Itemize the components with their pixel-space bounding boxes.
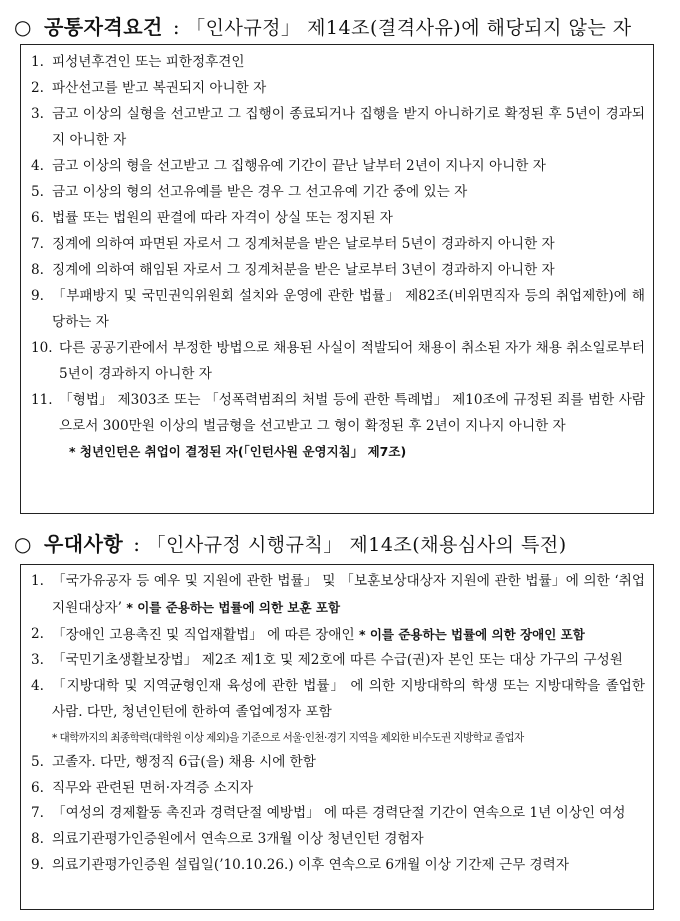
preferences-box bbox=[20, 564, 654, 910]
item-text bbox=[59, 335, 645, 387]
list-item bbox=[31, 75, 645, 101]
item-main-text: 징계에 의하여 해임된 자로서 그 징계처분을 받은 날로부터 3년이 경과하지 아니한 자 bbox=[52, 262, 555, 278]
item-number: 10. bbox=[31, 340, 53, 356]
list-item bbox=[31, 622, 645, 649]
item-text bbox=[52, 648, 645, 674]
item-number: 6. bbox=[31, 210, 44, 226]
list-item bbox=[31, 750, 645, 776]
item-number: 5. bbox=[31, 184, 44, 200]
item-main-text: 「여성의 경제활동 촉진과 경력단절 예방법」 에 따른 경력단절 기간이 연속으로 1년 이상인 여성 bbox=[52, 805, 626, 822]
item-main-text: 징계에 의하여 파면된 자로서 그 징계처분을 받은 날로부터 5년이 경과하지 아니한 자 bbox=[52, 236, 555, 252]
section-heading-eligibility bbox=[14, 11, 632, 40]
item-main-text: 「부패방지 및 국민권익위원회 설치와 운영에 관한 법률」 제82조(비위면직자 등의 취업제한)에 해당하는 자 bbox=[52, 288, 645, 330]
item-main-text: 직무와 관련된 면허·자격증 소지자 bbox=[52, 779, 254, 796]
item-main-text: 「형법」 제303조 또는 「성폭력범죄의 처벌 등에 관한 특례법」 제10조에 규정된 죄를 범한 사람으로서 300만원 이상의 벌금형을 선고받고 그 형이 확정된 후 2년이 지나지 아니한 자 bbox=[59, 392, 645, 434]
item-emphasis: * 이를 준용하는 법률에 의한 보훈 포함 bbox=[126, 599, 341, 615]
list-item bbox=[31, 101, 645, 153]
disqualification-list bbox=[31, 49, 645, 439]
item-number: 11. bbox=[31, 392, 53, 408]
item-number: 7. bbox=[31, 805, 44, 822]
item-main-text: 금고 이상의 형의 선고유예를 받은 경우 그 선고유예 기간 중에 있는 자 bbox=[52, 184, 468, 200]
list-item bbox=[31, 257, 645, 283]
intern-note: * 청년인턴은 취업이 결정된 자(「인턴사원 운영지침」 제7조) bbox=[69, 444, 407, 459]
item-text bbox=[52, 231, 645, 257]
item-main-text: 금고 이상의 실형을 선고받고 그 집행이 종료되거나 집행을 받지 아니하기로 확정된 후 5년이 경과되지 아니한 자 bbox=[52, 106, 645, 148]
preference-list bbox=[31, 569, 645, 879]
circle-bullet-icon: ○ bbox=[14, 15, 32, 39]
item-text bbox=[52, 674, 645, 750]
item-text bbox=[52, 801, 645, 827]
item-text bbox=[59, 387, 645, 439]
item-main-text: 법률 또는 법원의 판결에 따라 자격이 상실 또는 정지된 자 bbox=[52, 210, 393, 226]
item-text bbox=[52, 49, 645, 75]
item-number: 1. bbox=[31, 54, 44, 70]
section-title: 공통자격요건 bbox=[43, 15, 163, 39]
list-item bbox=[31, 205, 645, 231]
section-title: 우대사항 bbox=[43, 532, 124, 556]
colon: : bbox=[172, 15, 181, 39]
item-main-text: 금고 이상의 형을 선고받고 그 집행유예 기간이 끝난 날부터 2년이 지나지 아니한 자 bbox=[52, 158, 546, 174]
item-number: 3. bbox=[31, 652, 44, 669]
item-main-text: 「지방대학 및 지역균형인재 육성에 관한 법률」 에 의한 지방대학의 학생 또는 지방대학을 졸업한 사람. 다만, 청년인턴에 한하여 졸업예정자 포함 bbox=[52, 678, 645, 720]
item-text bbox=[52, 283, 645, 335]
item-number: 1. bbox=[31, 573, 44, 589]
item-number: 8. bbox=[31, 262, 44, 278]
list-item bbox=[31, 231, 645, 257]
list-item bbox=[31, 335, 645, 387]
item-subnote: * 대학까지의 최종학력(대학원 이상 제외)을 기준으로 서울·인천·경기 지역을 제외한 비수도권 지방학교 졸업자 bbox=[52, 731, 524, 744]
item-main-text: 의료기관평가인증원에서 연속으로 3개월 이상 청년인턴 경험자 bbox=[52, 831, 424, 848]
item-main-text: 파산선고를 받고 복권되지 아니한 자 bbox=[52, 80, 267, 96]
colon: : bbox=[133, 532, 141, 556]
list-item bbox=[31, 827, 645, 853]
item-text bbox=[52, 205, 645, 231]
item-text bbox=[52, 827, 645, 853]
item-number: 5. bbox=[31, 753, 44, 770]
regulation-reference: 「인사규정 시행규칙」 제14조(채용심사의 특전) bbox=[146, 534, 567, 556]
circle-bullet-icon: ○ bbox=[14, 532, 32, 556]
item-main-text: 피성년후견인 또는 피한정후견인 bbox=[52, 54, 245, 70]
item-emphasis: * 이를 준용하는 법률에 의한 장애인 포함 bbox=[358, 626, 585, 642]
list-item bbox=[31, 776, 645, 802]
list-item bbox=[31, 153, 645, 179]
item-text bbox=[52, 750, 645, 776]
item-main-text: 의료기관평가인증원 설립일(’10.10.26.) 이후 연속으로 6개월 이상 기간제 근무 경력자 bbox=[52, 856, 569, 873]
section-heading-preferences bbox=[14, 528, 567, 557]
item-number: 7. bbox=[31, 236, 44, 252]
item-main-text: 고졸자. 다만, 행정직 6급(을) 채용 시에 한함 bbox=[52, 753, 316, 770]
item-number: 3. bbox=[31, 106, 44, 122]
list-item bbox=[31, 387, 645, 439]
list-item bbox=[31, 49, 645, 75]
item-number: 6. bbox=[31, 779, 44, 796]
item-main-text: 「장애인 고용촉진 및 직업재활법」 에 따른 장애인 bbox=[52, 626, 355, 643]
list-item bbox=[31, 179, 645, 205]
item-number: 9. bbox=[31, 856, 44, 873]
item-text bbox=[52, 75, 645, 101]
item-text bbox=[52, 101, 645, 153]
eligibility-box bbox=[20, 44, 654, 514]
item-number: 8. bbox=[31, 831, 44, 848]
item-main-text: 「국민기초생활보장법」 제2조 제1호 및 제2호에 따른 수급(권)자 본인 또는 대상 가구의 구성원 bbox=[52, 652, 623, 669]
item-main-text: 다른 공공기관에서 부정한 방법으로 채용된 사실이 적발되어 채용이 취소된 자가 채용 취소일로부터 5년이 경과하지 아니한 자 bbox=[59, 340, 645, 382]
item-number: 4. bbox=[31, 678, 44, 695]
list-item bbox=[31, 569, 645, 622]
item-text bbox=[52, 776, 645, 802]
list-item bbox=[31, 648, 645, 674]
item-number: 4. bbox=[31, 158, 44, 174]
item-number: 2. bbox=[31, 80, 44, 96]
item-text bbox=[52, 853, 645, 879]
item-text bbox=[52, 257, 645, 283]
item-text bbox=[52, 153, 645, 179]
item-number: 9. bbox=[31, 288, 44, 304]
list-item bbox=[31, 853, 645, 879]
item-main-text: 「국가유공자 등 예우 및 지원에 관한 법률」 및 「보훈보상대상자 지원에 관한 법률」에 의한 ‘취업지원대상자’ bbox=[52, 573, 645, 616]
item-text bbox=[52, 622, 645, 649]
regulation-reference: 「인사규정」 제14조(결격사유)에 해당되지 않는 자 bbox=[186, 17, 632, 39]
list-item bbox=[31, 801, 645, 827]
item-text bbox=[52, 179, 645, 205]
list-item bbox=[31, 283, 645, 335]
item-number: 2. bbox=[31, 625, 44, 642]
list-item bbox=[31, 674, 645, 750]
item-text bbox=[52, 569, 645, 622]
